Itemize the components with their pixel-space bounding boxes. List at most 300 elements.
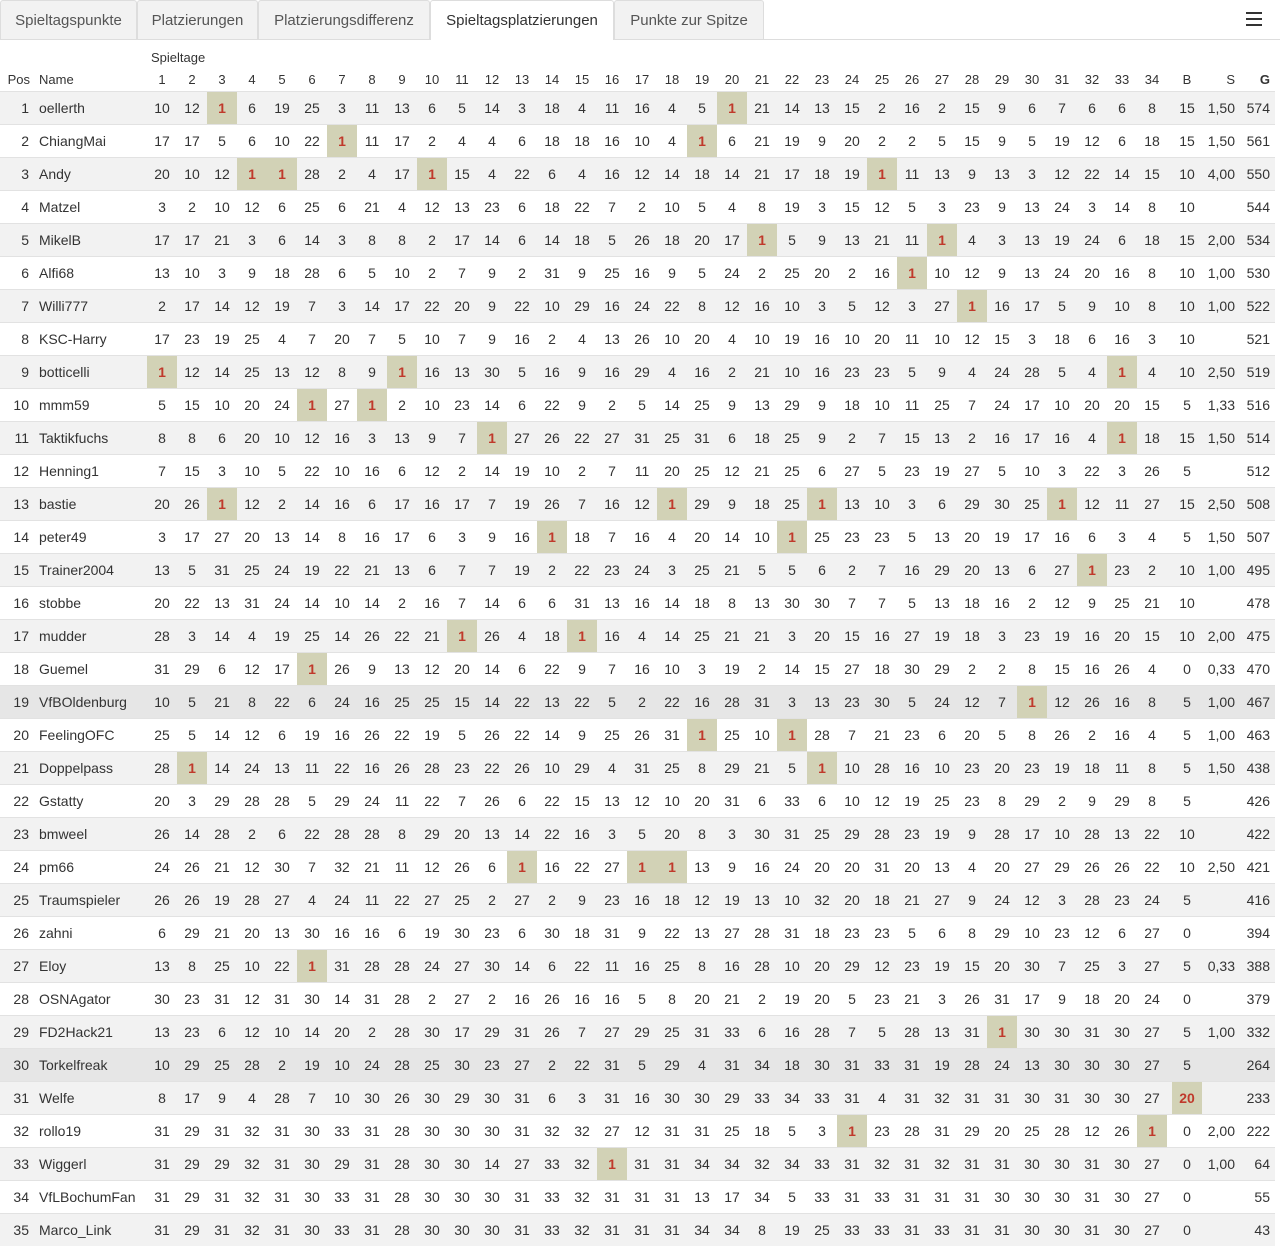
day-placement: 15 xyxy=(964,133,980,149)
day-placement: 16 xyxy=(364,463,380,479)
day-placement: 23 xyxy=(874,529,890,545)
day-placement: 12 xyxy=(964,694,980,710)
day-placement: 24 xyxy=(634,562,650,578)
day-placement: 18 xyxy=(544,199,560,215)
player-name-link[interactable]: zahni xyxy=(39,925,73,941)
day-placement: 24 xyxy=(784,859,800,875)
day-placement: 25 xyxy=(664,958,680,974)
day-placement: 25 xyxy=(304,100,320,116)
player-name-link[interactable]: Willi777 xyxy=(39,298,89,314)
bonus-value: 0 xyxy=(1183,661,1191,677)
day-placement: 22 xyxy=(394,628,410,644)
player-name-link[interactable]: FD2Hack21 xyxy=(39,1024,113,1040)
player-name-link[interactable]: mudder xyxy=(39,628,87,644)
day-placement: 31 xyxy=(694,430,710,446)
day-placement: 6 xyxy=(218,430,226,446)
day-placement: 31 xyxy=(844,1156,860,1172)
day-placement: 17 xyxy=(184,1090,200,1106)
day-placement: 2 xyxy=(428,991,436,1007)
day-placement: 29 xyxy=(184,1123,200,1139)
day-placement: 8 xyxy=(1148,199,1156,215)
day-placement: 10 xyxy=(154,1057,170,1073)
day-placement: 28 xyxy=(964,1057,980,1073)
day-placement: 30 xyxy=(454,1156,470,1172)
day-placement: 27 xyxy=(514,892,530,908)
day-placement: 31 xyxy=(904,1189,920,1205)
day-placement: 32 xyxy=(934,1090,950,1106)
day-placement: 20 xyxy=(454,298,470,314)
day-placement: 31 xyxy=(844,1057,860,1073)
day-placement: 14 xyxy=(364,595,380,611)
day-placement: 6 xyxy=(368,496,376,512)
player-name-link[interactable]: Alfi68 xyxy=(39,265,75,281)
player-name-link[interactable]: Matzel xyxy=(39,199,81,215)
day-placement: 33 xyxy=(814,1090,830,1106)
day-placement: 15 xyxy=(844,628,860,644)
day-placement: 23 xyxy=(484,925,500,941)
day-placement: 14 xyxy=(304,595,320,611)
day-placement: 28 xyxy=(724,694,740,710)
day-placement: 25 xyxy=(304,199,320,215)
day-placement: 31 xyxy=(274,1222,290,1238)
total-points: 521 xyxy=(1246,331,1270,347)
day-placement: 6 xyxy=(1028,100,1036,116)
day-placement: 31 xyxy=(964,1189,980,1205)
bonus-value: 10 xyxy=(1179,562,1195,578)
day-placement: 30 xyxy=(424,1090,440,1106)
day-placement: 18 xyxy=(784,1057,800,1073)
day-placement: 3 xyxy=(818,298,826,314)
day-placement: 10 xyxy=(274,1024,290,1040)
day-placement: 10 xyxy=(664,331,680,347)
s-value xyxy=(1205,983,1235,1015)
row-position: 26 xyxy=(13,925,29,941)
day-placement: 20 xyxy=(1114,628,1130,644)
day-placement: 9 xyxy=(818,133,826,149)
day-placement: 27 xyxy=(1144,1024,1160,1040)
day-placement: 12 xyxy=(184,364,200,380)
bonus-value: 10 xyxy=(1179,298,1195,314)
s-value xyxy=(1205,1181,1235,1213)
player-name-link[interactable]: Guemel xyxy=(39,661,89,677)
day-placement: 28 xyxy=(994,826,1010,842)
day-placement: 19 xyxy=(304,727,320,743)
day-placement: 4 xyxy=(698,1057,706,1073)
day-placement: 20 xyxy=(814,265,830,281)
day-placement: 23 xyxy=(904,826,920,842)
day-placement: 7 xyxy=(458,265,466,281)
day-placement: 6 xyxy=(1118,100,1126,116)
column-header-day-24: 24 xyxy=(844,72,860,87)
day-placement: 17 xyxy=(154,331,170,347)
player-name-link[interactable]: KSC-Harry xyxy=(39,331,107,347)
tab-platzierungen[interactable]: Platzierungen xyxy=(137,0,258,39)
day-placement: 16 xyxy=(364,529,380,545)
day-placement: 18 xyxy=(1084,760,1100,776)
day-placement: 10 xyxy=(334,595,350,611)
day-placement: 24 xyxy=(1144,991,1160,1007)
day-placement: 30 xyxy=(424,1123,440,1139)
day-placement: 26 xyxy=(484,793,500,809)
day-placement: 9 xyxy=(998,133,1006,149)
tab-spieltagspunkte[interactable]: Spieltagspunkte xyxy=(0,0,137,39)
total-points: 475 xyxy=(1246,628,1270,644)
day-placement: 11 xyxy=(604,100,620,116)
day-placement: 7 xyxy=(1058,100,1066,116)
day-placement: 30 xyxy=(304,1156,320,1172)
player-name-link[interactable]: bastie xyxy=(39,496,77,512)
day-placement: 16 xyxy=(634,595,650,611)
day-placement: 31 xyxy=(604,1057,620,1073)
day-placement: 25 xyxy=(724,727,740,743)
player-name-link[interactable]: VfLBochumFan xyxy=(39,1189,136,1205)
day-placement: 28 xyxy=(424,760,440,776)
day-placement: 10 xyxy=(784,364,800,380)
day-placement: 24 xyxy=(274,562,290,578)
day-placement: 23 xyxy=(1024,760,1040,776)
day-placement: 4 xyxy=(308,892,316,908)
player-name-link[interactable]: peter49 xyxy=(39,529,87,545)
column-header-day-17: 17 xyxy=(634,72,650,87)
total-points: 495 xyxy=(1246,562,1270,578)
s-value: 1,00 xyxy=(1207,727,1235,743)
row-position: 34 xyxy=(13,1189,29,1205)
day-placement: 17 xyxy=(1024,397,1040,413)
day-placement: 21 xyxy=(724,991,740,1007)
day-placement: 30 xyxy=(454,925,470,941)
tab-spieltagsplatzierungen[interactable]: Spieltagsplatzierungen xyxy=(430,0,614,40)
day-placement: 13 xyxy=(694,859,710,875)
day-placement: 4 xyxy=(248,1090,256,1106)
day-placement: 32 xyxy=(544,1123,560,1139)
day-placement: 5 xyxy=(638,991,646,1007)
day-winner-cell: 1 xyxy=(447,620,477,652)
day-placement: 3 xyxy=(908,496,916,512)
day-placement: 18 xyxy=(694,595,710,611)
day-placement: 22 xyxy=(574,859,590,875)
day-placement: 25 xyxy=(604,265,620,281)
day-placement: 8 xyxy=(188,430,196,446)
day-placement: 32 xyxy=(574,1222,590,1238)
day-placement: 20 xyxy=(814,991,830,1007)
day-placement: 18 xyxy=(574,133,590,149)
day-placement: 7 xyxy=(848,595,856,611)
day-placement: 19 xyxy=(1054,760,1070,776)
day-placement: 6 xyxy=(338,199,346,215)
day-placement: 22 xyxy=(574,199,590,215)
player-name-link[interactable]: botticelli xyxy=(39,364,90,380)
day-placement: 31 xyxy=(964,1024,980,1040)
day-placement: 31 xyxy=(1084,1189,1100,1205)
day-placement: 18 xyxy=(1144,430,1160,446)
day-placement: 28 xyxy=(274,1090,290,1106)
day-placement: 7 xyxy=(848,727,856,743)
day-winner-cell: 1 xyxy=(267,158,297,190)
day-placement: 12 xyxy=(184,100,200,116)
day-placement: 25 xyxy=(724,1123,740,1139)
day-placement: 5 xyxy=(848,298,856,314)
day-placement: 30 xyxy=(484,958,500,974)
day-placement: 23 xyxy=(604,892,620,908)
day-placement: 9 xyxy=(578,397,586,413)
day-placement: 20 xyxy=(994,1123,1010,1139)
day-placement: 12 xyxy=(634,166,650,182)
day-placement: 19 xyxy=(514,496,530,512)
player-name-link[interactable]: Andy xyxy=(39,166,71,182)
day-placement: 17 xyxy=(784,166,800,182)
player-name-link[interactable]: Taktikfuchs xyxy=(39,430,109,446)
day-placement: 20 xyxy=(874,331,890,347)
player-name-link[interactable]: rollo19 xyxy=(39,1123,82,1139)
day-placement: 19 xyxy=(514,463,530,479)
s-value: 1,50 xyxy=(1207,760,1235,776)
player-name-link[interactable]: Henning1 xyxy=(39,463,99,479)
row-position: 22 xyxy=(13,793,29,809)
day-placement: 20 xyxy=(694,232,710,248)
day-placement: 28 xyxy=(244,793,260,809)
player-name-link[interactable]: Trainer2004 xyxy=(39,562,114,578)
day-placement: 11 xyxy=(364,133,380,149)
player-name-link[interactable]: Traumspieler xyxy=(39,892,121,908)
day-placement: 4 xyxy=(668,529,676,545)
table-row xyxy=(0,850,1275,883)
day-placement: 16 xyxy=(574,991,590,1007)
day-placement: 21 xyxy=(214,232,230,248)
day-placement: 7 xyxy=(308,859,316,875)
day-placement: 3 xyxy=(938,199,946,215)
s-value xyxy=(1205,1082,1235,1114)
day-placement: 22 xyxy=(664,298,680,314)
day-placement: 19 xyxy=(304,562,320,578)
day-placement: 2 xyxy=(428,265,436,281)
player-name-link[interactable]: FeelingOFC xyxy=(39,727,115,743)
day-placement: 31 xyxy=(604,1189,620,1205)
day-placement: 10 xyxy=(244,958,260,974)
day-placement: 13 xyxy=(754,397,770,413)
day-placement: 29 xyxy=(634,364,650,380)
day-placement: 12 xyxy=(304,364,320,380)
day-placement: 31 xyxy=(574,595,590,611)
day-placement: 26 xyxy=(334,661,350,677)
player-name-link[interactable]: pm66 xyxy=(39,859,75,875)
day-placement: 24 xyxy=(994,892,1010,908)
day-placement: 20 xyxy=(454,826,470,842)
day-placement: 9 xyxy=(818,397,826,413)
day-placement: 20 xyxy=(664,826,680,842)
day-placement: 30 xyxy=(664,1090,680,1106)
day-placement: 3 xyxy=(338,298,346,314)
player-name-link[interactable]: mmm59 xyxy=(39,397,90,413)
day-placement: 11 xyxy=(904,397,920,413)
s-value: 1,50 xyxy=(1207,430,1235,446)
day-placement: 23 xyxy=(964,199,980,215)
player-name-link[interactable]: Welfe xyxy=(39,1090,75,1106)
day-placement: 29 xyxy=(784,397,800,413)
day-placement: 29 xyxy=(934,661,950,677)
day-placement: 9 xyxy=(428,430,436,446)
day-placement: 5 xyxy=(878,463,886,479)
day-placement: 23 xyxy=(844,529,860,545)
day-placement: 16 xyxy=(604,628,620,644)
day-placement: 31 xyxy=(514,1189,530,1205)
day-placement: 13 xyxy=(394,661,410,677)
player-name-link[interactable]: oellerth xyxy=(39,100,85,116)
day-placement: 29 xyxy=(964,496,980,512)
tab-punkte-zur-spitze[interactable]: Punkte zur Spitze xyxy=(614,0,764,39)
day-placement: 6 xyxy=(398,925,406,941)
table-row xyxy=(0,454,1275,487)
day-placement: 25 xyxy=(1084,958,1100,974)
day-placement: 3 xyxy=(338,100,346,116)
day-placement: 4 xyxy=(968,364,976,380)
table-row xyxy=(0,157,1275,190)
day-placement: 25 xyxy=(214,1057,230,1073)
day-placement: 10 xyxy=(424,331,440,347)
day-winner-cell: 1 xyxy=(147,356,177,388)
day-placement: 15 xyxy=(1054,661,1070,677)
day-placement: 20 xyxy=(964,562,980,578)
day-placement: 14 xyxy=(1114,199,1130,215)
day-placement: 19 xyxy=(274,298,290,314)
day-winner-cell: 1 xyxy=(1107,422,1137,454)
day-placement: 11 xyxy=(1114,496,1130,512)
day-placement: 33 xyxy=(874,1222,890,1238)
day-placement: 30 xyxy=(1024,1222,1040,1238)
day-placement: 8 xyxy=(368,232,376,248)
total-points: 233 xyxy=(1246,1090,1270,1106)
day-placement: 12 xyxy=(634,496,650,512)
column-header-day-15: 15 xyxy=(574,72,590,87)
day-winner-cell: 1 xyxy=(717,92,747,124)
player-name-link[interactable]: VfBOldenburg xyxy=(39,694,127,710)
day-placement: 25 xyxy=(934,397,950,413)
day-placement: 22 xyxy=(574,430,590,446)
table-row xyxy=(0,685,1275,718)
day-placement: 25 xyxy=(694,562,710,578)
day-placement: 28 xyxy=(904,1024,920,1040)
day-placement: 6 xyxy=(548,166,556,182)
day-placement: 14 xyxy=(484,661,500,677)
s-value xyxy=(1205,818,1235,850)
day-placement: 32 xyxy=(244,1222,260,1238)
day-placement: 31 xyxy=(934,1123,950,1139)
day-placement: 22 xyxy=(304,133,320,149)
day-placement: 3 xyxy=(158,529,166,545)
day-placement: 12 xyxy=(724,463,740,479)
day-placement: 20 xyxy=(154,166,170,182)
player-name-link[interactable]: Torkelfreak xyxy=(39,1057,108,1073)
day-placement: 20 xyxy=(244,397,260,413)
day-placement: 26 xyxy=(544,991,560,1007)
day-placement: 16 xyxy=(814,331,830,347)
day-placement: 25 xyxy=(934,793,950,809)
day-placement: 15 xyxy=(844,199,860,215)
day-placement: 16 xyxy=(1114,265,1130,281)
player-name-link[interactable]: Doppelpass xyxy=(39,760,113,776)
day-placement: 4 xyxy=(578,166,586,182)
day-placement: 22 xyxy=(334,760,350,776)
day-placement: 14 xyxy=(304,232,320,248)
day-placement: 23 xyxy=(904,463,920,479)
bonus-value: 5 xyxy=(1183,958,1191,974)
day-placement: 4 xyxy=(488,166,496,182)
day-placement: 10 xyxy=(934,760,950,776)
day-placement: 13 xyxy=(604,595,620,611)
table-row xyxy=(0,289,1275,322)
day-placement: 16 xyxy=(784,1024,800,1040)
day-placement: 31 xyxy=(214,1222,230,1238)
player-name-link[interactable]: Gstatty xyxy=(39,793,84,809)
player-name-link[interactable]: OSNAgator xyxy=(39,991,111,1007)
day-placement: 5 xyxy=(698,265,706,281)
day-placement: 25 xyxy=(394,694,410,710)
day-placement: 33 xyxy=(544,1222,560,1238)
table-row xyxy=(0,652,1275,685)
day-placement: 23 xyxy=(964,760,980,776)
day-placement: 29 xyxy=(664,1057,680,1073)
day-placement: 21 xyxy=(1144,595,1160,611)
table-row xyxy=(0,1147,1275,1180)
day-placement: 16 xyxy=(694,694,710,710)
player-name-link[interactable]: Marco_Link xyxy=(39,1222,112,1238)
day-placement: 13 xyxy=(274,529,290,545)
day-placement: 21 xyxy=(364,199,380,215)
day-placement: 24 xyxy=(1084,232,1100,248)
player-name-link[interactable]: stobbe xyxy=(39,595,82,611)
day-placement: 6 xyxy=(728,133,736,149)
day-placement: 6 xyxy=(278,727,286,743)
day-placement: 27 xyxy=(214,529,230,545)
day-placement: 32 xyxy=(754,1156,770,1172)
day-placement: 27 xyxy=(514,1057,530,1073)
s-value: 2,00 xyxy=(1207,1123,1235,1139)
day-placement: 3 xyxy=(218,463,226,479)
s-value xyxy=(1205,191,1235,223)
player-name-link[interactable]: Wiggerl xyxy=(39,1156,87,1172)
day-placement: 21 xyxy=(754,760,770,776)
total-points: 534 xyxy=(1246,232,1270,248)
tab-platzierungsdifferenz[interactable]: Platzierungsdifferenz xyxy=(258,0,430,39)
day-winner-cell: 1 xyxy=(1077,554,1107,586)
day-placement: 31 xyxy=(664,727,680,743)
day-placement: 16 xyxy=(544,364,560,380)
day-placement: 26 xyxy=(184,859,200,875)
day-placement: 4 xyxy=(368,166,376,182)
player-name-link[interactable]: ChiangMai xyxy=(39,133,106,149)
day-placement: 9 xyxy=(488,298,496,314)
day-placement: 16 xyxy=(754,859,770,875)
player-name-link[interactable]: bmweel xyxy=(39,826,88,842)
day-placement: 21 xyxy=(214,859,230,875)
day-placement: 29 xyxy=(1114,793,1130,809)
day-placement: 12 xyxy=(874,298,890,314)
day-placement: 27 xyxy=(724,925,740,941)
day-placement: 27 xyxy=(1144,1222,1160,1238)
day-placement: 12 xyxy=(964,331,980,347)
day-placement: 12 xyxy=(244,991,260,1007)
s-value: 1,00 xyxy=(1207,694,1235,710)
day-placement: 8 xyxy=(158,1090,166,1106)
player-name-link[interactable]: MikelB xyxy=(39,232,82,248)
player-name-link[interactable]: Eloy xyxy=(39,958,67,974)
day-placement: 16 xyxy=(334,430,350,446)
day-placement: 27 xyxy=(1144,1057,1160,1073)
day-placement: 31 xyxy=(634,1189,650,1205)
day-placement: 28 xyxy=(214,826,230,842)
day-placement: 7 xyxy=(308,331,316,347)
day-placement: 12 xyxy=(424,199,440,215)
day-placement: 4 xyxy=(458,133,466,149)
